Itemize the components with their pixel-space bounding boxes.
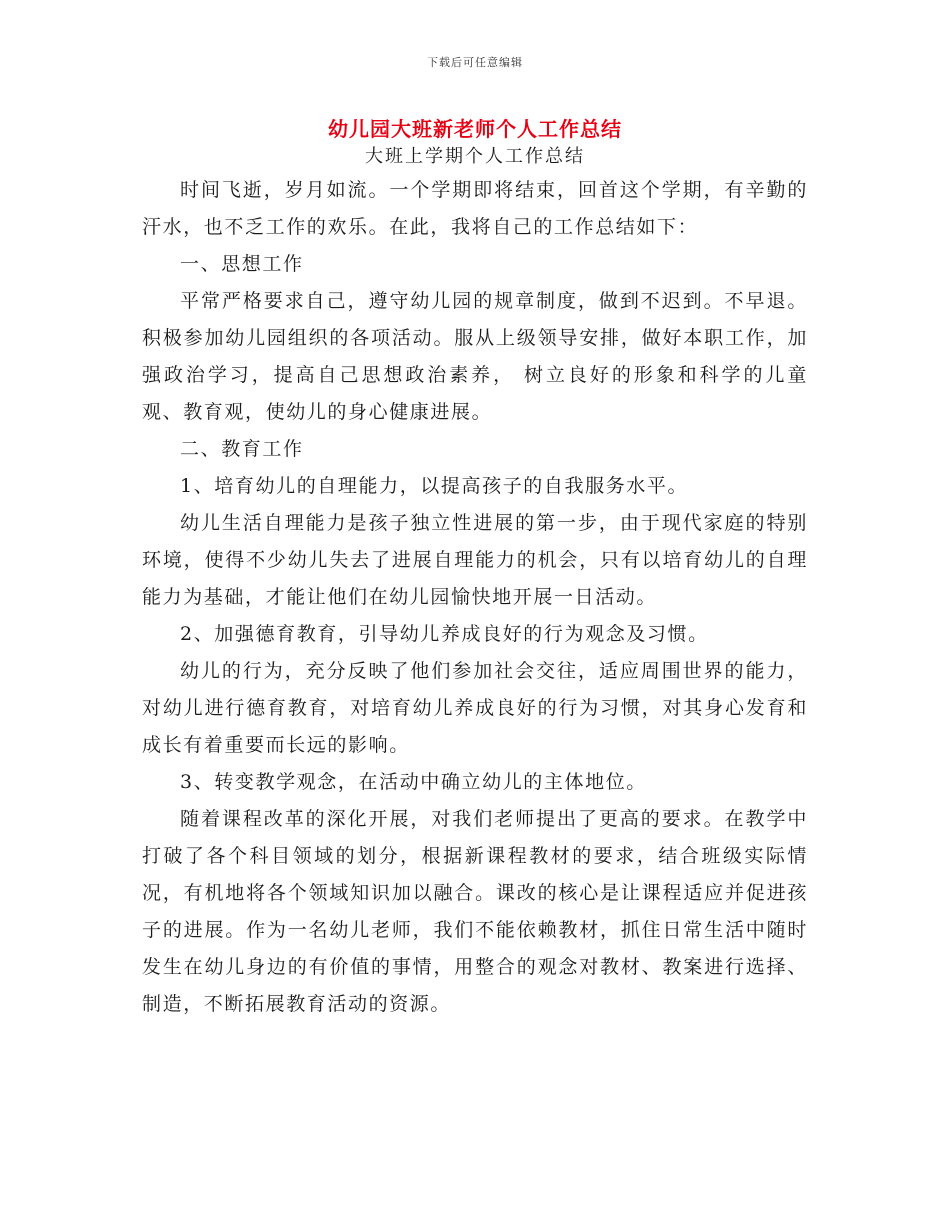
section-heading-ideology: 一、思想工作 [180, 253, 304, 275]
paragraph-moral-education: 幼儿的行为，充分反映了他们参加社会交往，适应周围世界的能力，对幼儿进行德育教育，对培育幼儿养成良好的行为习惯，对其身心发育和成长有着重要而长远的影响。 [142, 660, 808, 756]
document-body [142, 172, 808, 1023]
paragraph-self-care: 幼儿生活自理能力是孩子独立性进展的第一步，由于现代家庭的特别环境，使得不少幼儿失去了进展自理能力的机会，只有以培育幼儿的自理能力为基础，才能让他们在幼儿园愉快地开展一日活动。 [142, 512, 808, 608]
subheading-teaching-concept: 3、转变教学观念，在活动中确立幼儿的主体地位。 [180, 771, 647, 793]
subheading-self-care: 1、培育幼儿的自理能力，以提高孩子的自我服务水平。 [180, 475, 689, 497]
header-note: 下载后可任意编辑 [427, 56, 523, 69]
paragraph-intro: 时间飞逝，岁月如流。一个学期即将结束，回首这个学期，有辛勤的汗水，也不乏工作的欢乐。在此，我将自己的工作总结如下： [142, 179, 808, 238]
paragraph-ideology: 平常严格要求自己，遵守幼儿园的规章制度，做到不迟到。不早退。积极参加幼儿园组织的各项活动。服从上级领导安排，做好本职工作，加强政治学习，提高自己思想政治素养， 树立良好的形象和科学的儿童观、教育观，使幼儿的身心健康进展。 [142, 290, 808, 423]
paragraph-teaching-concept: 随着课程改革的深化开展，对我们老师提出了更高的要求。在教学中打破了各个科目领域的划分，根据新课程教材的要求，结合班级实际情况，有机地将各个领域知识加以融合。课改的核心是让课程适应并促进孩子的进展。作为一名幼儿老师，我们不能依赖教材，抓住日常生活中随时发生在幼儿身边的有价值的事情，用整合的观念对教材、教案进行选择、制造，不断拓展教育活动的资源。 [142, 808, 808, 1015]
document-subtitle: 大班上学期个人工作总结 [365, 146, 585, 167]
subheading-moral-education: 2、加强德育教育，引导幼儿养成良好的行为观念及习惯。 [180, 623, 709, 645]
document-title: 幼儿园大班新老师个人工作总结 [328, 117, 622, 141]
section-heading-education: 二、教育工作 [180, 438, 304, 460]
